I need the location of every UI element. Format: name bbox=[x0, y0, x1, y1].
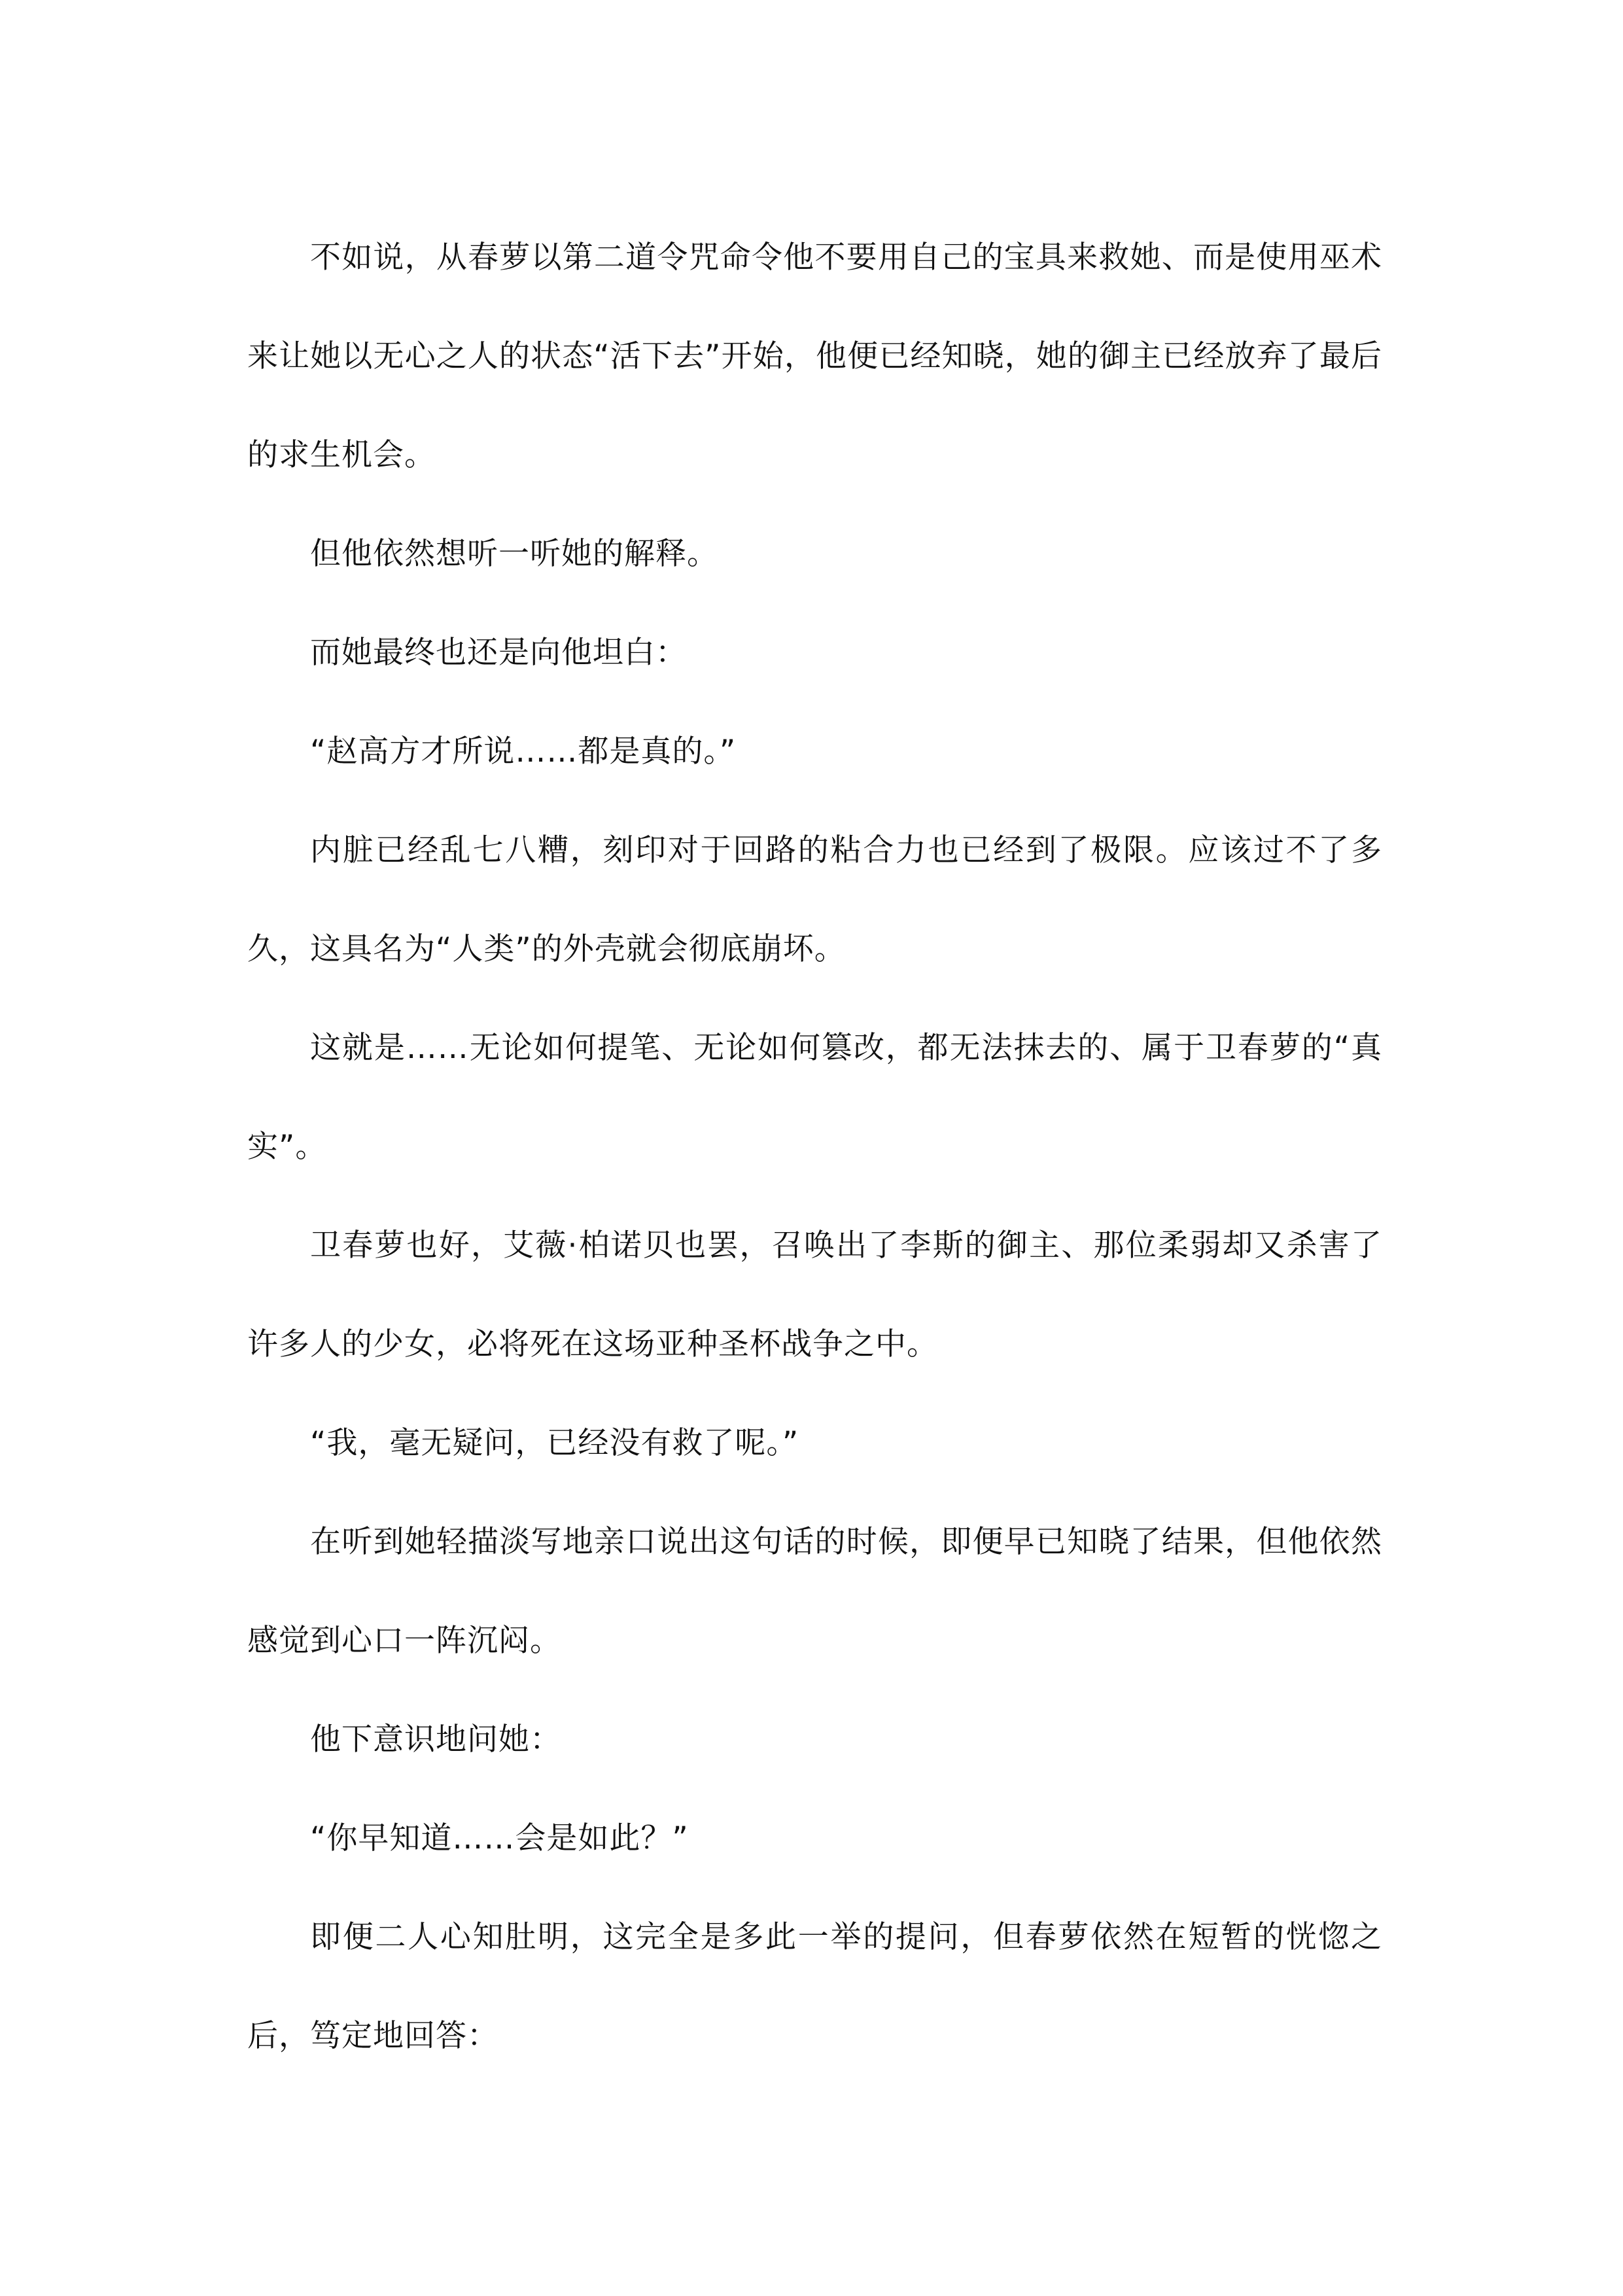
paragraph: “赵高方才所说……都是真的。” bbox=[310, 733, 737, 769]
paragraph: 但他依然想听一听她的解释。 bbox=[310, 536, 718, 572]
paragraph: 卫春萝也好，艾薇·柏诺贝也罢，召唤出了李斯的御主、那位柔弱却又杀害了许多人的少女，必将死在这场亚种圣杯战争之中。 bbox=[247, 1227, 1382, 1362]
paragraph: 不如说，从春萝以第二道令咒命令他不要用自己的宝具来救她、而是使用巫术来让她以无心之人的状态“活下去”开始，他便已经知晓，她的御主已经放弃了最后的求生机会。 bbox=[247, 239, 1382, 473]
text-body bbox=[247, 208, 1382, 2085]
paragraph: 他下意识地问她： bbox=[310, 1722, 561, 1757]
paragraph: “你早知道……会是如此？” bbox=[310, 1820, 689, 1856]
paragraph: 在听到她轻描淡写地亲口说出这句话的时候，即便早已知晓了结果，但他依然感觉到心口一阵沉闷。 bbox=[247, 1524, 1382, 1659]
paragraph: 即便二人心知肚明，这完全是多此一举的提问，但春萝依然在短暂的恍惚之后，笃定地回答： bbox=[247, 1919, 1382, 2054]
paragraph: 这就是……无论如何提笔、无论如何篡改，都无法抹去的、属于卫春萝的“真实”。 bbox=[247, 1030, 1382, 1165]
paragraph: 而她最终也还是向他坦白： bbox=[310, 635, 687, 671]
paragraph: 内脏已经乱七八糟，刻印对于回路的粘合力也已经到了极限。应该过不了多久，这具名为“人类”的外壳就会彻底崩坏。 bbox=[247, 832, 1382, 967]
paragraph: “我，毫无疑问，已经没有救了呢。” bbox=[310, 1425, 799, 1461]
